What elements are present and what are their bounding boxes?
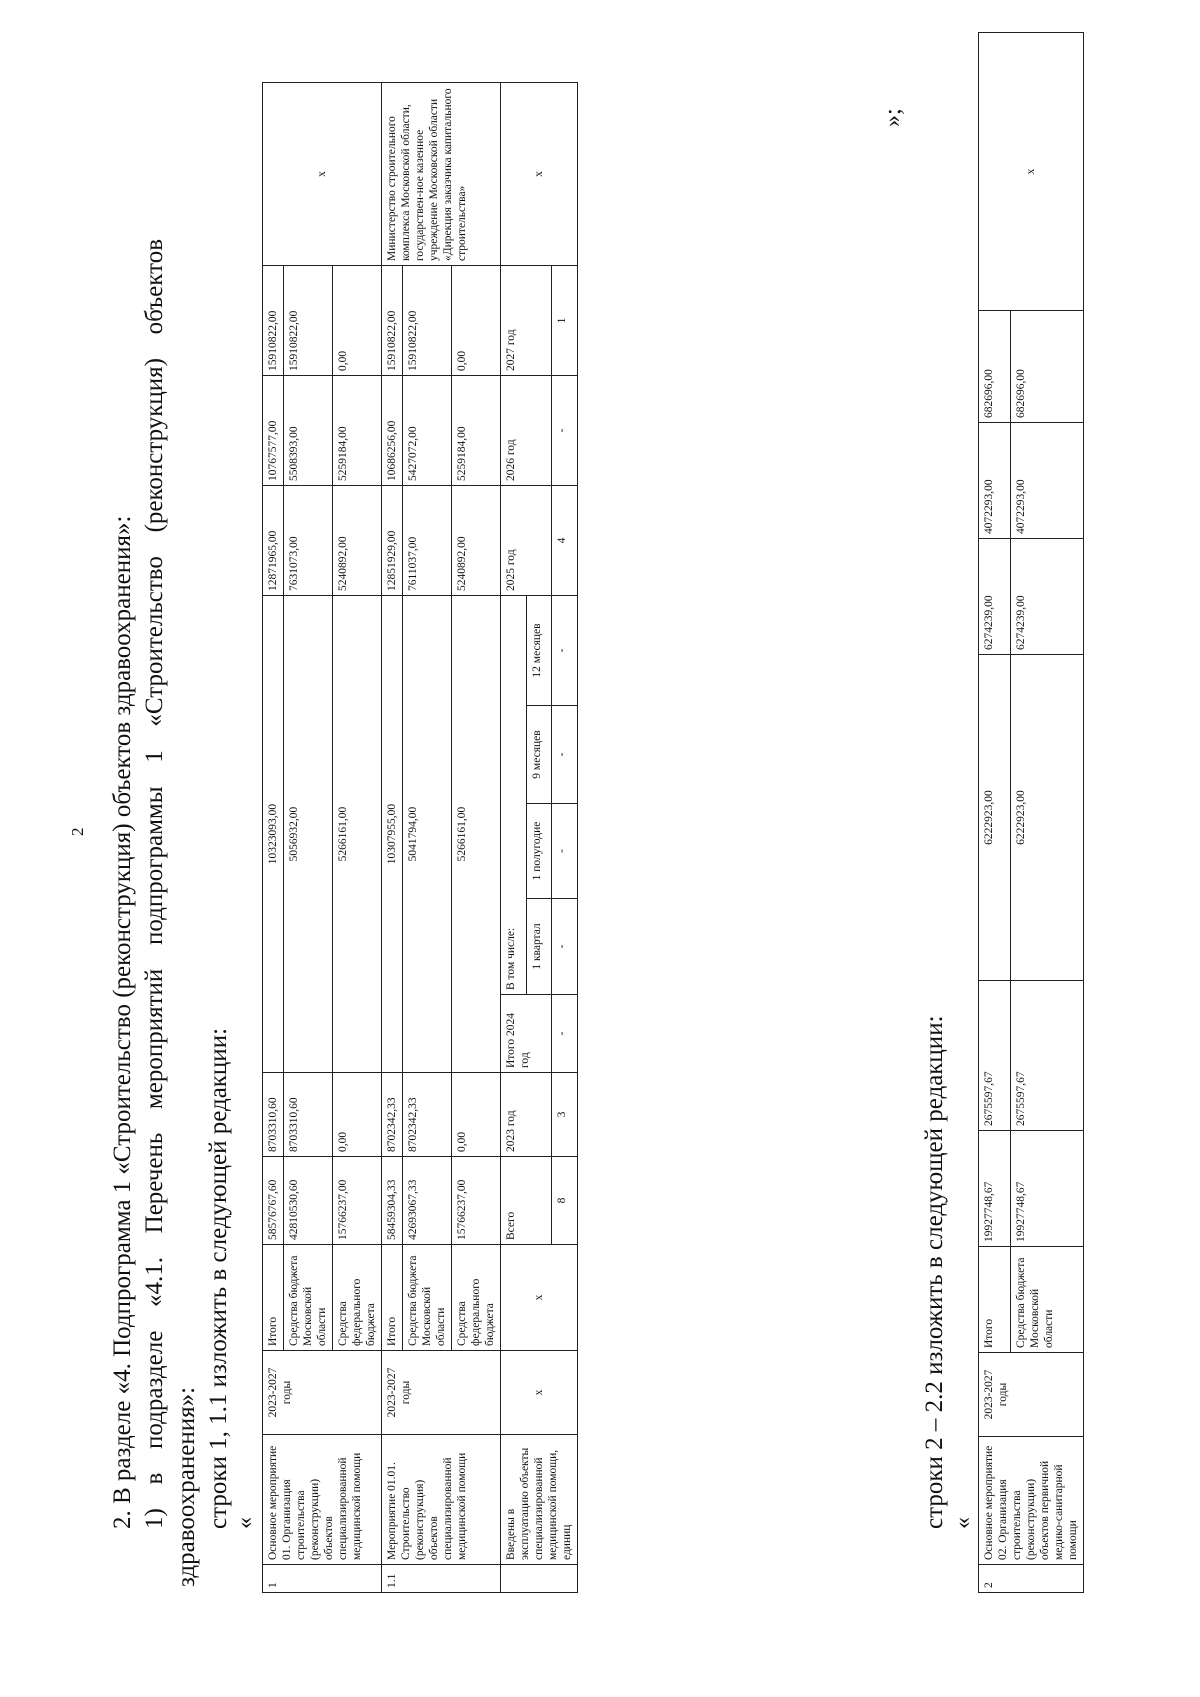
amount-2025: 12871965,00 — [263, 486, 284, 596]
amount-2027: 15910822,00 — [403, 266, 452, 376]
result-value-9-months: - — [552, 706, 578, 804]
result-header-12-months: 12 месяцев — [526, 596, 552, 706]
opening-quote-2: « — [950, 1517, 976, 1529]
subsection-paragraph: 1) в подразделе «4.1. Перечень мероприятий подпрограммы 1 «Строительство (реконструкция) объектов — [141, 239, 168, 1529]
amount-2025: 6274239,00 — [1010, 539, 1084, 655]
amount-all: 19927748,67 — [1010, 1131, 1084, 1247]
amount-2025: 5240892,00 — [333, 486, 382, 596]
result-executor: x — [501, 83, 578, 266]
executor-cell: Министерство строительного комплекса Московской области, государствен-ное казенное учреждение Московской области «Дирекция заказчика капитального строительства» — [382, 83, 501, 266]
amount-all: 58459304,33 — [382, 1157, 403, 1245]
amount-2023: 0,00 — [452, 1073, 501, 1157]
result-header-including: В том числе: — [501, 596, 527, 995]
amount-2027: 0,00 — [452, 266, 501, 376]
result-value-total: 8 — [552, 1157, 578, 1245]
funding-source: Итого — [979, 1247, 1011, 1353]
measure-name: Основное мероприятие 02. Организация строительства (реконструкции) объектов первичной медико-санитарной помощи — [979, 1437, 1084, 1565]
instruction-rows-2: строки 2 – 2.2 изложить в следующей редакции: — [921, 1015, 948, 1529]
result-header-2027: 2027 год — [501, 266, 552, 376]
amount-all: 42810530,60 — [284, 1157, 333, 1245]
amount-all: 58576767,60 — [263, 1157, 284, 1245]
subsection-paragraph-continuation: здравоохранения»: — [173, 1386, 200, 1587]
funding-source: Итого — [263, 1245, 284, 1351]
amount-2023: 8703310,60 — [263, 1073, 284, 1157]
funding-source: Средства бюджета Московской области — [284, 1245, 333, 1351]
amount-2025: 6274239,00 — [979, 539, 1011, 655]
result-header-q1: 1 квартал — [526, 899, 552, 995]
row-number: 2 — [979, 1565, 1084, 1593]
result-header-total: Всего — [501, 1157, 552, 1245]
amount-2023: 2675597,67 — [1010, 981, 1084, 1131]
period-cell: 2023-2027 годы — [979, 1353, 1084, 1437]
amount-2027: 682696,00 — [979, 311, 1011, 423]
result-header-9-months: 9 месяцев — [526, 706, 552, 804]
funding-source: Итого — [382, 1245, 403, 1351]
amount-2024: 10307955,00 — [382, 596, 403, 1073]
amount-all: 15766237,00 — [333, 1157, 382, 1245]
measure-name: Мероприятие 01.01. Строительство (реконструкция) объектов специализированной медицинской помощи — [382, 1435, 501, 1565]
executor-cell: x — [263, 83, 382, 266]
amount-2025: 12851929,00 — [382, 486, 403, 596]
closing-quote: »; — [880, 108, 906, 127]
opening-quote-1: « — [232, 1517, 258, 1529]
result-value-q1: - — [552, 899, 578, 995]
result-value-2025: 4 — [552, 486, 578, 596]
funding-source: Средства федерального бюджета — [452, 1245, 501, 1351]
amount-2023: 8702342,33 — [403, 1073, 452, 1157]
result-value-12-months: - — [552, 596, 578, 706]
amount-2023: 8703310,60 — [284, 1073, 333, 1157]
period-cell: 2023-2027 годы — [263, 1351, 382, 1435]
amount-all: 15766237,00 — [452, 1157, 501, 1245]
amount-2024: 5056932,00 — [284, 596, 333, 1073]
result-header-2025: 2025 год — [501, 486, 552, 596]
amount-2025: 5240892,00 — [452, 486, 501, 596]
amount-2026: 5259184,00 — [333, 376, 382, 486]
table-row-1-total — [263, 83, 284, 1593]
amount-2027: 15910822,00 — [382, 266, 403, 376]
result-value-half-year: - — [552, 804, 578, 899]
funding-source: Средства бюджета Московской области — [403, 1245, 452, 1351]
result-period: x — [501, 1351, 578, 1435]
amount-2026: 5508393,00 — [284, 376, 333, 486]
page-number: 2 — [68, 827, 87, 836]
amount-2023: 2675597,67 — [979, 981, 1011, 1131]
amount-2025: 7611037,00 — [403, 486, 452, 596]
amount-2024: 6222923,00 — [979, 655, 1011, 981]
instruction-rows-1: строки 1, 1.1 изложить в следующей редакции: — [205, 1027, 232, 1529]
row-number: 1 — [263, 1565, 382, 1593]
result-value-2023: 3 — [552, 1073, 578, 1157]
result-source: x — [501, 1245, 578, 1351]
measures-table-1 — [262, 82, 578, 1593]
result-header-2023: 2023 год — [501, 1073, 552, 1157]
period-cell: 2023-2027 годы — [382, 1351, 501, 1435]
funding-source: Средства бюджета Московской области — [1010, 1247, 1084, 1353]
table-row-2-total — [979, 33, 1011, 1593]
amount-2023: 8702342,33 — [382, 1073, 403, 1157]
amount-all: 19927748,67 — [979, 1131, 1011, 1247]
amount-2026: 5259184,00 — [452, 376, 501, 486]
amount-2026: 4072293,00 — [979, 423, 1011, 539]
result-header-2024: Итого 2024 год — [501, 995, 552, 1073]
amount-2026: 4072293,00 — [1010, 423, 1084, 539]
amount-2026: 5427072,00 — [403, 376, 452, 486]
result-header-row-1 — [501, 83, 527, 1593]
executor-cell: x — [979, 33, 1084, 311]
section-heading: 2. В разделе «4. Подпрограмма 1 «Строительство (реконструкция) объектов здравоохранения»: — [109, 515, 136, 1529]
amount-2026: 10686256,00 — [382, 376, 403, 486]
amount-2024: 6222923,00 — [1010, 655, 1084, 981]
amount-2027: 15910822,00 — [284, 266, 333, 376]
amount-2027: 682696,00 — [1010, 311, 1084, 423]
row-number: 1.1 — [382, 1565, 501, 1593]
result-value-2027: 1 — [552, 266, 578, 376]
result-value-2024: - — [552, 995, 578, 1073]
result-value-2026: - — [552, 376, 578, 486]
amount-2026: 10767577,00 — [263, 376, 284, 486]
amount-2027: 0,00 — [333, 266, 382, 376]
amount-2024: 10323093,00 — [263, 596, 284, 1073]
amount-2024: 5041794,00 — [403, 596, 452, 1073]
table-row-1-1-total — [382, 83, 403, 1593]
amount-2027: 15910822,00 — [263, 266, 284, 376]
funding-source: Средства федерального бюджета — [333, 1245, 382, 1351]
amount-2024: 5266161,00 — [452, 596, 501, 1073]
result-header-half-year: 1 полугодие — [526, 804, 552, 899]
amount-all: 42693067,33 — [403, 1157, 452, 1245]
amount-2025: 7631073,00 — [284, 486, 333, 596]
measure-name: Основное мероприятие 01. Организация строительства (реконструкции) объектов специализированной медицинской помощи — [263, 1435, 382, 1565]
result-header-2026: 2026 год — [501, 376, 552, 486]
amount-2024: 5266161,00 — [333, 596, 382, 1073]
result-name: Введены в эксплуатацию объекты специализированной медицинской помощи, единиц — [501, 1435, 578, 1565]
measures-table-2 — [978, 32, 1084, 1593]
row-number-empty — [501, 1565, 578, 1593]
amount-2023: 0,00 — [333, 1073, 382, 1157]
